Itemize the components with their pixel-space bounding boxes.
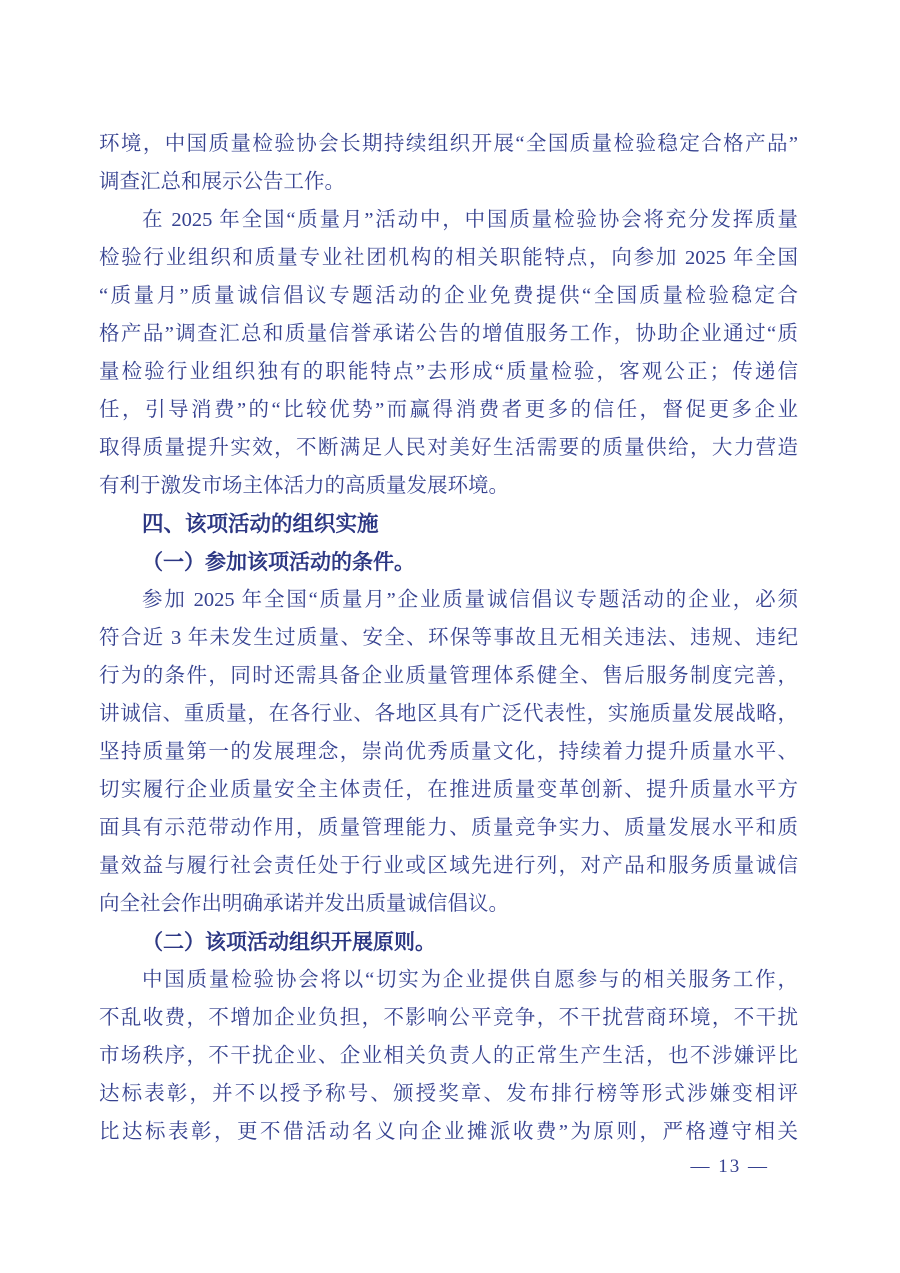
text-line: 不乱收费，不增加企业负担，不影响公平竞争，不干扰营商环境，不干扰 — [99, 1007, 798, 1029]
text-line: 取得质量提升实效，不断满足人民对美好生活需要的质量供给，大力营造 — [99, 437, 798, 459]
text-line: 符合近 3 年未发生过质量、安全、环保等事故且无相关违法、违规、违纪 — [99, 627, 798, 649]
document-body — [99, 125, 798, 1151]
text-line: 讲诚信、重质量，在各行业、各地区具有广泛代表性，实施质量发展战略， — [99, 703, 798, 725]
page-number: — 13 — — [690, 1156, 769, 1177]
text-line: 格产品”调查汇总和质量信誉承诺公告的增值服务工作，协助企业通过“质 — [99, 323, 798, 345]
text-line: 面具有示范带动作用，质量管理能力、质量竞争实力、质量发展水平和质 — [99, 817, 798, 839]
text-line: 量效益与履行社会责任处于行业或区域先进行列，对产品和服务质量诚信 — [99, 855, 798, 877]
text-line: 调查汇总和展示公告工作。 — [99, 171, 345, 193]
text-line: 环境，中国质量检验协会长期持续组织开展“全国质量检验稳定合格产品” — [99, 133, 798, 155]
text-line: 切实履行企业质量安全主体责任，在推进质量变革创新、提升质量水平方 — [99, 779, 798, 801]
text-line: 量检验行业组织独有的职能特点”去形成“质量检验，客观公正；传递信 — [99, 361, 798, 383]
text-line: 检验行业组织和质量专业社团机构的相关职能特点，向参加 2025 年全国 — [99, 247, 798, 269]
subsection-heading-2: （二）该项活动组织开展原则。 — [142, 930, 436, 954]
text-line: 在 2025 年全国“质量月”活动中，中国质量检验协会将充分发挥质量 — [142, 209, 798, 231]
section-heading: 四、该项活动的组织实施 — [142, 512, 379, 536]
text-line: 参加 2025 年全国“质量月”企业质量诚信倡议专题活动的企业，必须 — [142, 589, 798, 611]
text-line: 市场秩序，不干扰企业、企业相关负责人的正常生产生活，也不涉嫌评比 — [99, 1045, 798, 1067]
text-line: 行为的条件，同时还需具备企业质量管理体系健全、售后服务制度完善， — [99, 665, 798, 687]
text-line: 有利于激发市场主体活力的高质量发展环境。 — [99, 475, 509, 497]
text-line: 向全社会作出明确承诺并发出质量诚信倡议。 — [99, 893, 509, 915]
text-line: 比达标表彰，更不借活动名义向企业摊派收费”为原则，严格遵守相关 — [99, 1121, 798, 1143]
subsection-heading-1: （一）参加该项活动的条件。 — [142, 550, 415, 574]
text-line: “质量月”质量诚信倡议专题活动的企业免费提供“全国质量检验稳定合 — [99, 285, 798, 307]
text-line: 任，引导消费”的“比较优势”而赢得消费者更多的信任，督促更多企业 — [99, 399, 798, 421]
text-line: 达标表彰，并不以授予称号、颁授奖章、发布排行榜等形式涉嫌变相评 — [99, 1083, 798, 1105]
text-line: 坚持质量第一的发展理念，崇尚优秀质量文化，持续着力提升质量水平、 — [99, 741, 798, 763]
text-line: 中国质量检验协会将以“切实为企业提供自愿参与的相关服务工作， — [142, 969, 798, 991]
